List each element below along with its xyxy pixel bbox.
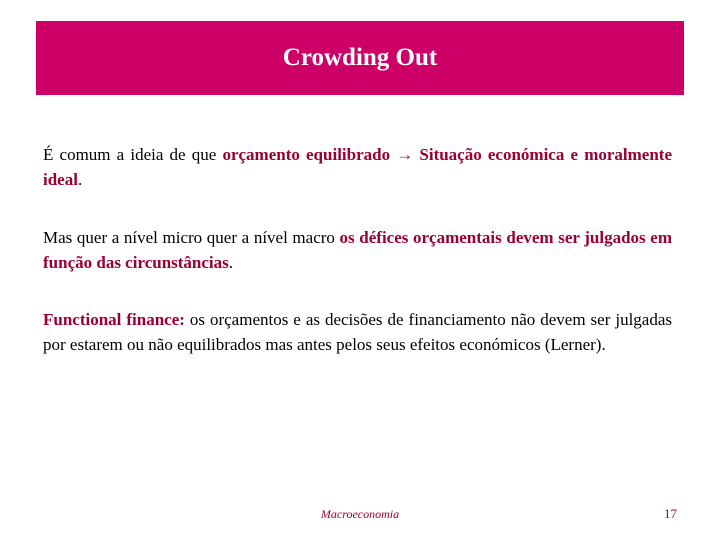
paragraph-3-highlight: Functional finance:	[43, 310, 185, 329]
paragraph-1-lead: É comum a ideia de que	[43, 145, 223, 164]
footer-page-number: 17	[664, 506, 677, 521]
title-bar	[36, 21, 684, 95]
slide-title: Crowding Out	[282, 44, 438, 71]
paragraph-3-tail: os orçamentos e as decisões de financiamento não devem ser julgadas por estarem ou não equilibrados mas antes pelos seus efeitos económicos (Lerner).	[43, 310, 672, 354]
paragraph-1-tail: .	[77, 170, 83, 189]
paragraph-1-highlight: orçamento equilibrado → Situação económica e moralmente ideal	[43, 145, 672, 189]
paragraph-2-lead: Mas quer a nível micro quer a nível macro	[43, 228, 340, 247]
paragraph-functional-finance	[43, 307, 672, 357]
paragraph-2-highlight: os défices orçamentais devem ser julgados em função das circunstâncias	[43, 228, 672, 272]
paragraph-balanced-budget	[43, 142, 672, 192]
footer-course-name: Macroeconomia	[320, 507, 400, 521]
paragraph-2-tail: .	[228, 253, 234, 272]
paragraph-deficits	[43, 225, 672, 275]
